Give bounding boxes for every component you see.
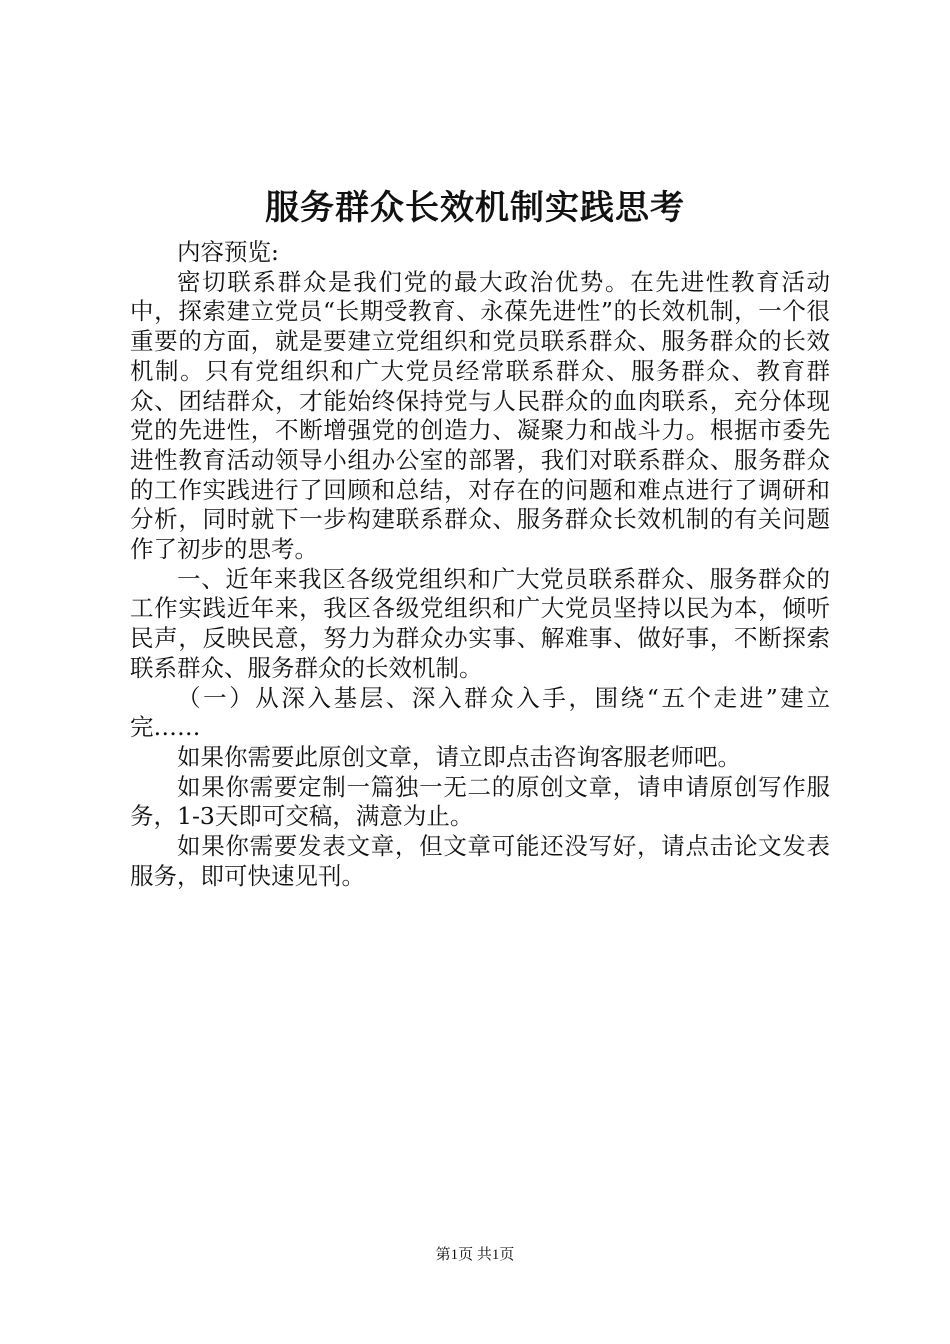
custom-writing-paragraph: 如果你需要定制一篇独一无二的原创文章，请申请原创写作服务，1-3天即可交稿，满意为止。 [130, 772, 830, 831]
consult-paragraph: 如果你需要此原创文章，请立即点击咨询客服老师吧。 [177, 742, 741, 771]
document-title: 服务群众长效机制实践思考 [265, 188, 685, 228]
intro-paragraph: 密切联系群众是我们党的最大政治优势。在先进性教育活动中，探索建立党员“长期受教育、永葆先进性”的长效机制，一个很重要的方面，就是要建立党组织和党员联系群众、服务群众的长效机制。只有党组织和广大党员经常联系群众、服务群众、教育群众、团结群众，才能始终保持党与人民群众的血肉联系，充分体现党的先进性，不断增强党的创造力、凝聚力和战斗力。根据市委先进性教育活动领导小组办公室的部署，我们对联系群众、服务群众的工作实践进行了回顾和总结，对存在的问题和难点进行了调研和分析，同时就下一步构建联系群众、服务群众长效机制的有关问题作了初步的思考。 [130, 267, 830, 564]
subsection-one-paragraph: （一）从深入基层、深入群众入手，围绕“五个走进”建立完…… [130, 683, 830, 742]
section-one-paragraph: 一、近年来我区各级党组织和广大党员联系群众、服务群众的工作实践近年来，我区各级党组织和广大党员坚持以民为本，倾听民声，反映民意，努力为群众办实事、解难事、做好事，不断探索联系群众、服务群众的长效机制。 [130, 564, 830, 682]
document-body [130, 238, 830, 891]
page-number: 第1页 共1页 [435, 1247, 515, 1263]
preview-label: 内容预览: [177, 238, 279, 266]
publishing-paragraph: 如果你需要发表文章，但文章可能还没写好，请点击论文发表服务，即可快速见刊。 [130, 832, 830, 890]
